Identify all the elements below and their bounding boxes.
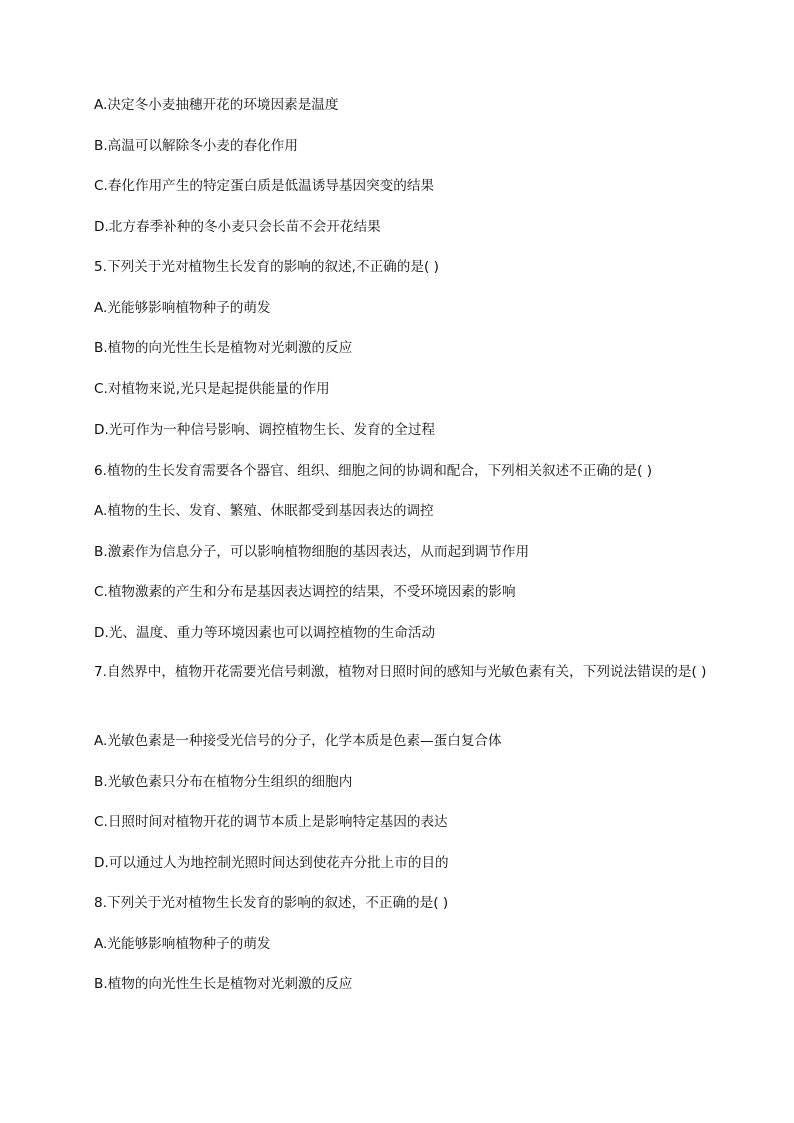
option-c-q7: C.日照时间对植物开花的调节本质上是影响特定基因的表达 (94, 814, 448, 830)
question-7: 7.自然界中，植物开花需要光信号刺激，植物对日照时间的感知与光敏色素有关，下列说法错误的是( ) (94, 664, 707, 680)
option-a-q5: A.光能够影响植物种子的萌发 (94, 300, 271, 316)
option-c-q4: C.春化作用产生的特定蛋白质是低温诱导基因突变的结果 (94, 178, 435, 194)
option-b-q4: B.高温可以解除冬小麦的春化作用 (94, 138, 298, 154)
option-a-q8: A.光能够影响植物种子的萌发 (94, 936, 271, 952)
option-b-q7: B.光敏色素只分布在植物分生组织的细胞内 (94, 774, 353, 790)
option-c-q6: C.植物激素的产生和分布是基因表达调控的结果，不受环境因素的影响 (94, 584, 516, 600)
option-b-q6: B.激素作为信息分子，可以影响植物细胞的基因表达，从而起到调节作用 (94, 544, 530, 560)
option-a-q7: A.光敏色素是一种接受光信号的分子，化学本质是色素—蛋白复合体 (94, 733, 502, 749)
option-b-q5: B.植物的向光性生长是植物对光刺激的反应 (94, 340, 353, 356)
question-8: 8.下列关于光对植物生长发育的影响的叙述，不正确的是( ) (94, 895, 449, 911)
option-d-q7: D.可以通过人为地控制光照时间达到使花卉分批上市的目的 (94, 855, 449, 871)
option-c-q5: C.对植物来说,光只是起提供能量的作用 (94, 381, 330, 397)
option-d-q4: D.北方春季补种的冬小麦只会长苗不会开花结果 (94, 219, 381, 235)
option-a-q4: A.决定冬小麦抽穗开花的环境因素是温度 (94, 97, 339, 113)
option-d-q6: D.光、温度、重力等环境因素也可以调控植物的生命活动 (94, 625, 436, 641)
option-d-q5: D.光可作为一种信号影响、调控植物生长、发育的全过程 (94, 422, 436, 438)
question-5: 5.下列关于光对植物生长发育的影响的叙述,不正确的是( ) (94, 259, 439, 275)
question-6: 6.植物的生长发育需要各个器官、组织、细胞之间的协调和配合，下列相关叙述不正确的是( ) (94, 463, 653, 479)
option-b-q8: B.植物的向光性生长是植物对光刺激的反应 (94, 976, 353, 992)
option-a-q6: A.植物的生长、发育、繁殖、休眠都受到基因表达的调控 (94, 503, 434, 519)
